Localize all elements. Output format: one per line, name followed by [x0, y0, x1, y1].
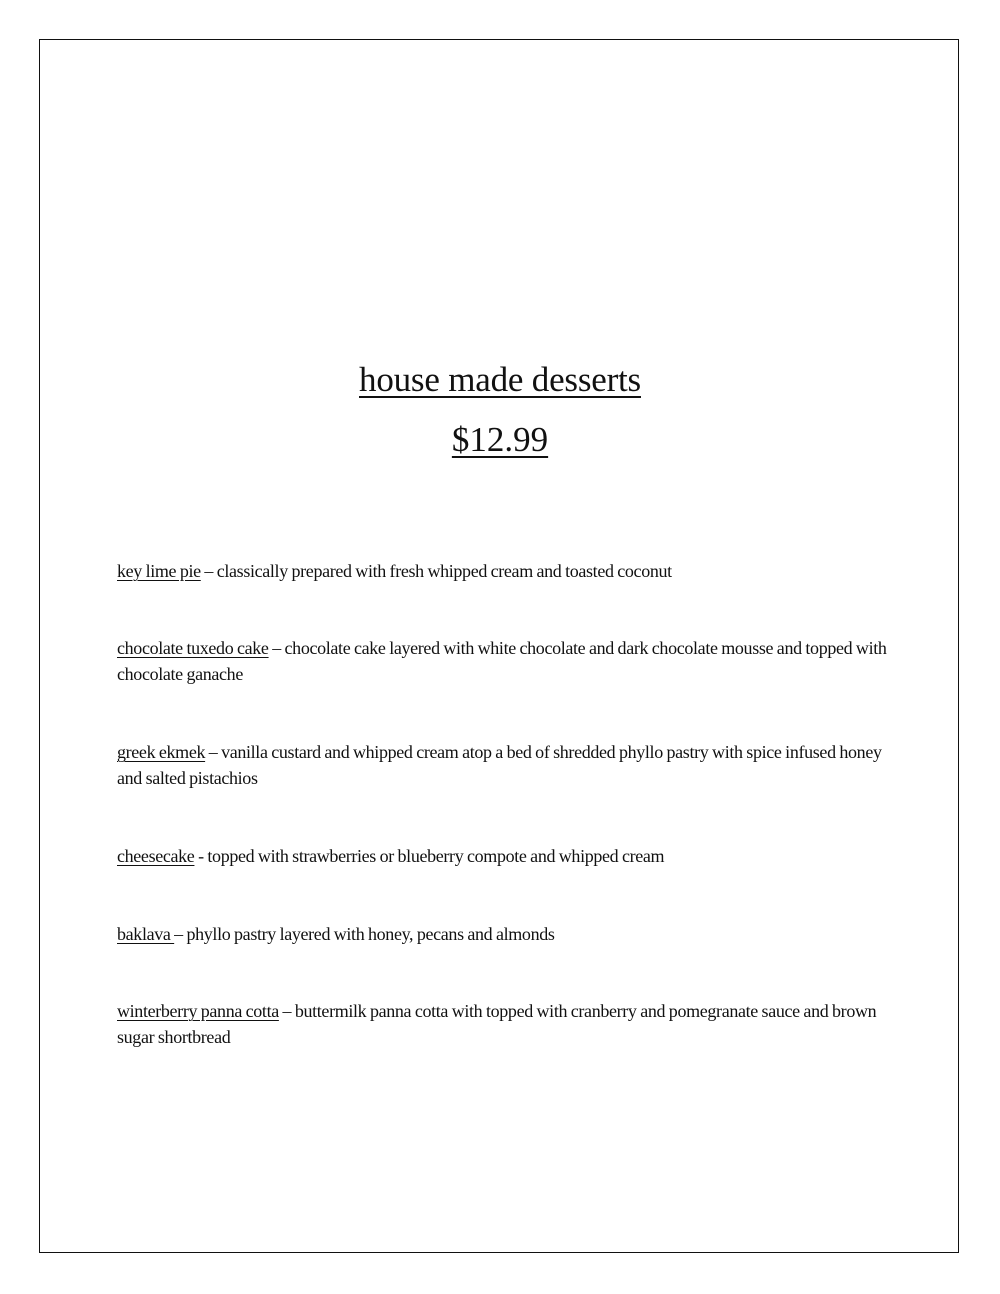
menu-item-description: phyllo pastry layered with honey, pecans and almonds — [186, 924, 555, 944]
menu-item-separator: – — [278, 1001, 295, 1021]
menu-item-separator: – — [174, 924, 187, 944]
menu-item-description: classically prepared with fresh whipped cream and toasted coconut — [216, 561, 672, 581]
menu-item-separator: - — [194, 846, 208, 866]
menu-title-text: house made desserts — [359, 360, 641, 399]
menu-item-separator: – — [200, 561, 217, 581]
menu-item-name: winterberry panna cotta — [117, 1001, 279, 1021]
menu-price — [0, 418, 1000, 462]
menu-item-greek-ekmek — [117, 739, 887, 791]
menu-item-name: greek ekmek — [117, 742, 206, 762]
menu-item-description: topped with strawberries or blueberry compote and whipped cream — [207, 846, 665, 866]
menu-item-name: cheesecake — [117, 846, 195, 866]
menu-item-description: chocolate cake layered with white chocolate and dark chocolate mousse and topped with chocolate ganache — [117, 638, 887, 684]
menu-item-description: vanilla custard and whipped cream atop a bed of shredded phyllo pastry with spice infused honey and salted pistachios — [117, 742, 882, 788]
menu-item-key-lime-pie — [117, 558, 887, 584]
menu-item-separator: – — [205, 742, 222, 762]
menu-item-winterberry-panna-cotta — [117, 998, 887, 1050]
menu-item-separator: – — [268, 638, 285, 658]
menu-item-chocolate-tuxedo-cake — [117, 635, 887, 687]
menu-item-name: key lime pie — [117, 561, 201, 581]
menu-item-name: chocolate tuxedo cake — [117, 638, 269, 658]
menu-title — [0, 358, 1000, 402]
menu-item-cheesecake — [117, 843, 887, 869]
menu-price-text: $12.99 — [451, 420, 549, 459]
menu-item-name: baklava — [117, 924, 175, 944]
menu-item-description: buttermilk panna cotta with topped with cranberry and pomegranate sauce and brown sugar shortbread — [117, 1001, 877, 1047]
menu-item-baklava — [117, 921, 887, 947]
